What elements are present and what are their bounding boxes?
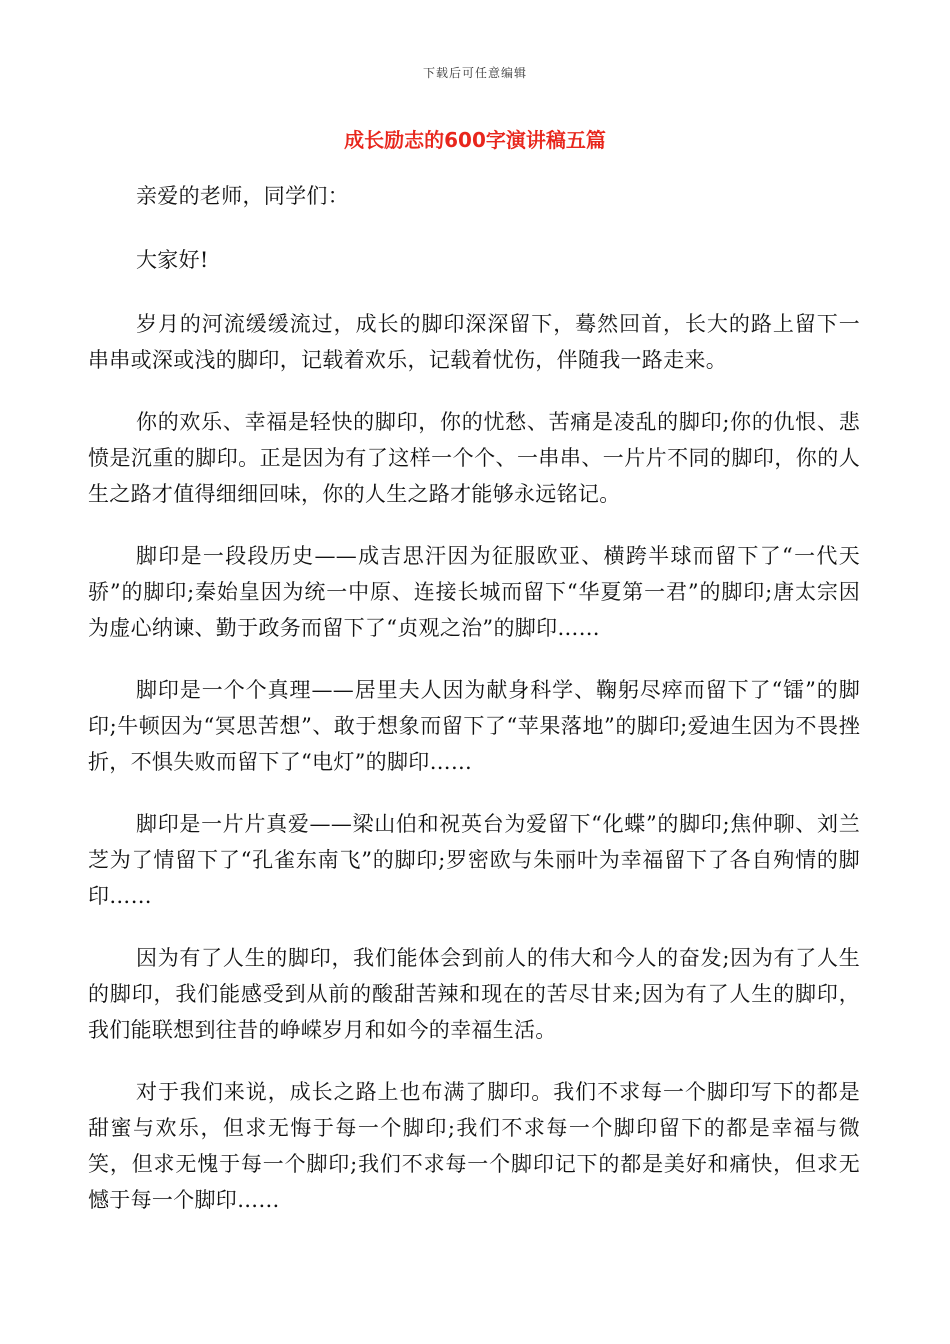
document-body bbox=[88, 178, 860, 1244]
paragraph: 你的欢乐、幸福是轻快的脚印，你的忧愁、苦痛是凌乱的脚印;你的仇恨、悲愤是沉重的脚印。正是因为有了这样一个个、一串串、一片片不同的脚印，你的人生之路才值得细细回味，你的人生之路才能够永远铭记。 bbox=[88, 410, 860, 506]
paragraph: 脚印是一片片真爱——梁山伯和祝英台为爱留下“化蝶”的脚印;焦仲聊、刘兰芝为了情留下了“孔雀东南飞”的脚印;罗密欧与朱丽叶为幸福留下了各自殉情的脚印…… bbox=[88, 812, 860, 908]
header-note: 下载后可任意编辑 bbox=[422, 66, 527, 80]
paragraph: 岁月的河流缓缓流过，成长的脚印深深留下，蓦然回首，长大的路上留下一串串或深或浅的脚印，记载着欢乐，记载着忧伤，伴随我一路走来。 bbox=[88, 312, 860, 372]
paragraph: 因为有了人生的脚印，我们能体会到前人的伟大和今人的奋发;因为有了人生的脚印，我们能感受到从前的酸甜苦辣和现在的苦尽甘来;因为有了人生的脚印，我们能联想到往昔的峥嵘岁月和如今的幸福生活。 bbox=[88, 946, 860, 1042]
document-title: 成长励志的600字演讲稿五篇 bbox=[344, 128, 606, 152]
paragraph-salutation: 亲爱的老师，同学们： bbox=[136, 184, 349, 208]
paragraph: 脚印是一个个真理——居里夫人因为献身科学、鞠躬尽瘁而留下了“镭”的脚印;牛顿因为“冥思苦想”、敢于想象而留下了“苹果落地”的脚印;爱迪生因为不畏挫折，不惧失败而留下了“电灯”的脚印…… bbox=[88, 678, 860, 774]
paragraph: 脚印是一段段历史——成吉思汗因为征服欧亚、横跨半球而留下了“一代天骄”的脚印;秦始皇因为统一中原、连接长城而留下“华夏第一君”的脚印;唐太宗因为虚心纳谏、勤于政务而留下了“贞观之治”的脚印…… bbox=[88, 544, 860, 640]
paragraph-greeting: 大家好! bbox=[136, 248, 209, 272]
paragraph: 对于我们来说，成长之路上也布满了脚印。我们不求每一个脚印写下的都是甜蜜与欢乐，但求无悔于每一个脚印;我们不求每一个脚印留下的都是幸福与微笑，但求无愧于每一个脚印;我们不求每一个脚印记下的都是美好和痛快，但求无憾于每一个脚印…… bbox=[88, 1080, 860, 1212]
